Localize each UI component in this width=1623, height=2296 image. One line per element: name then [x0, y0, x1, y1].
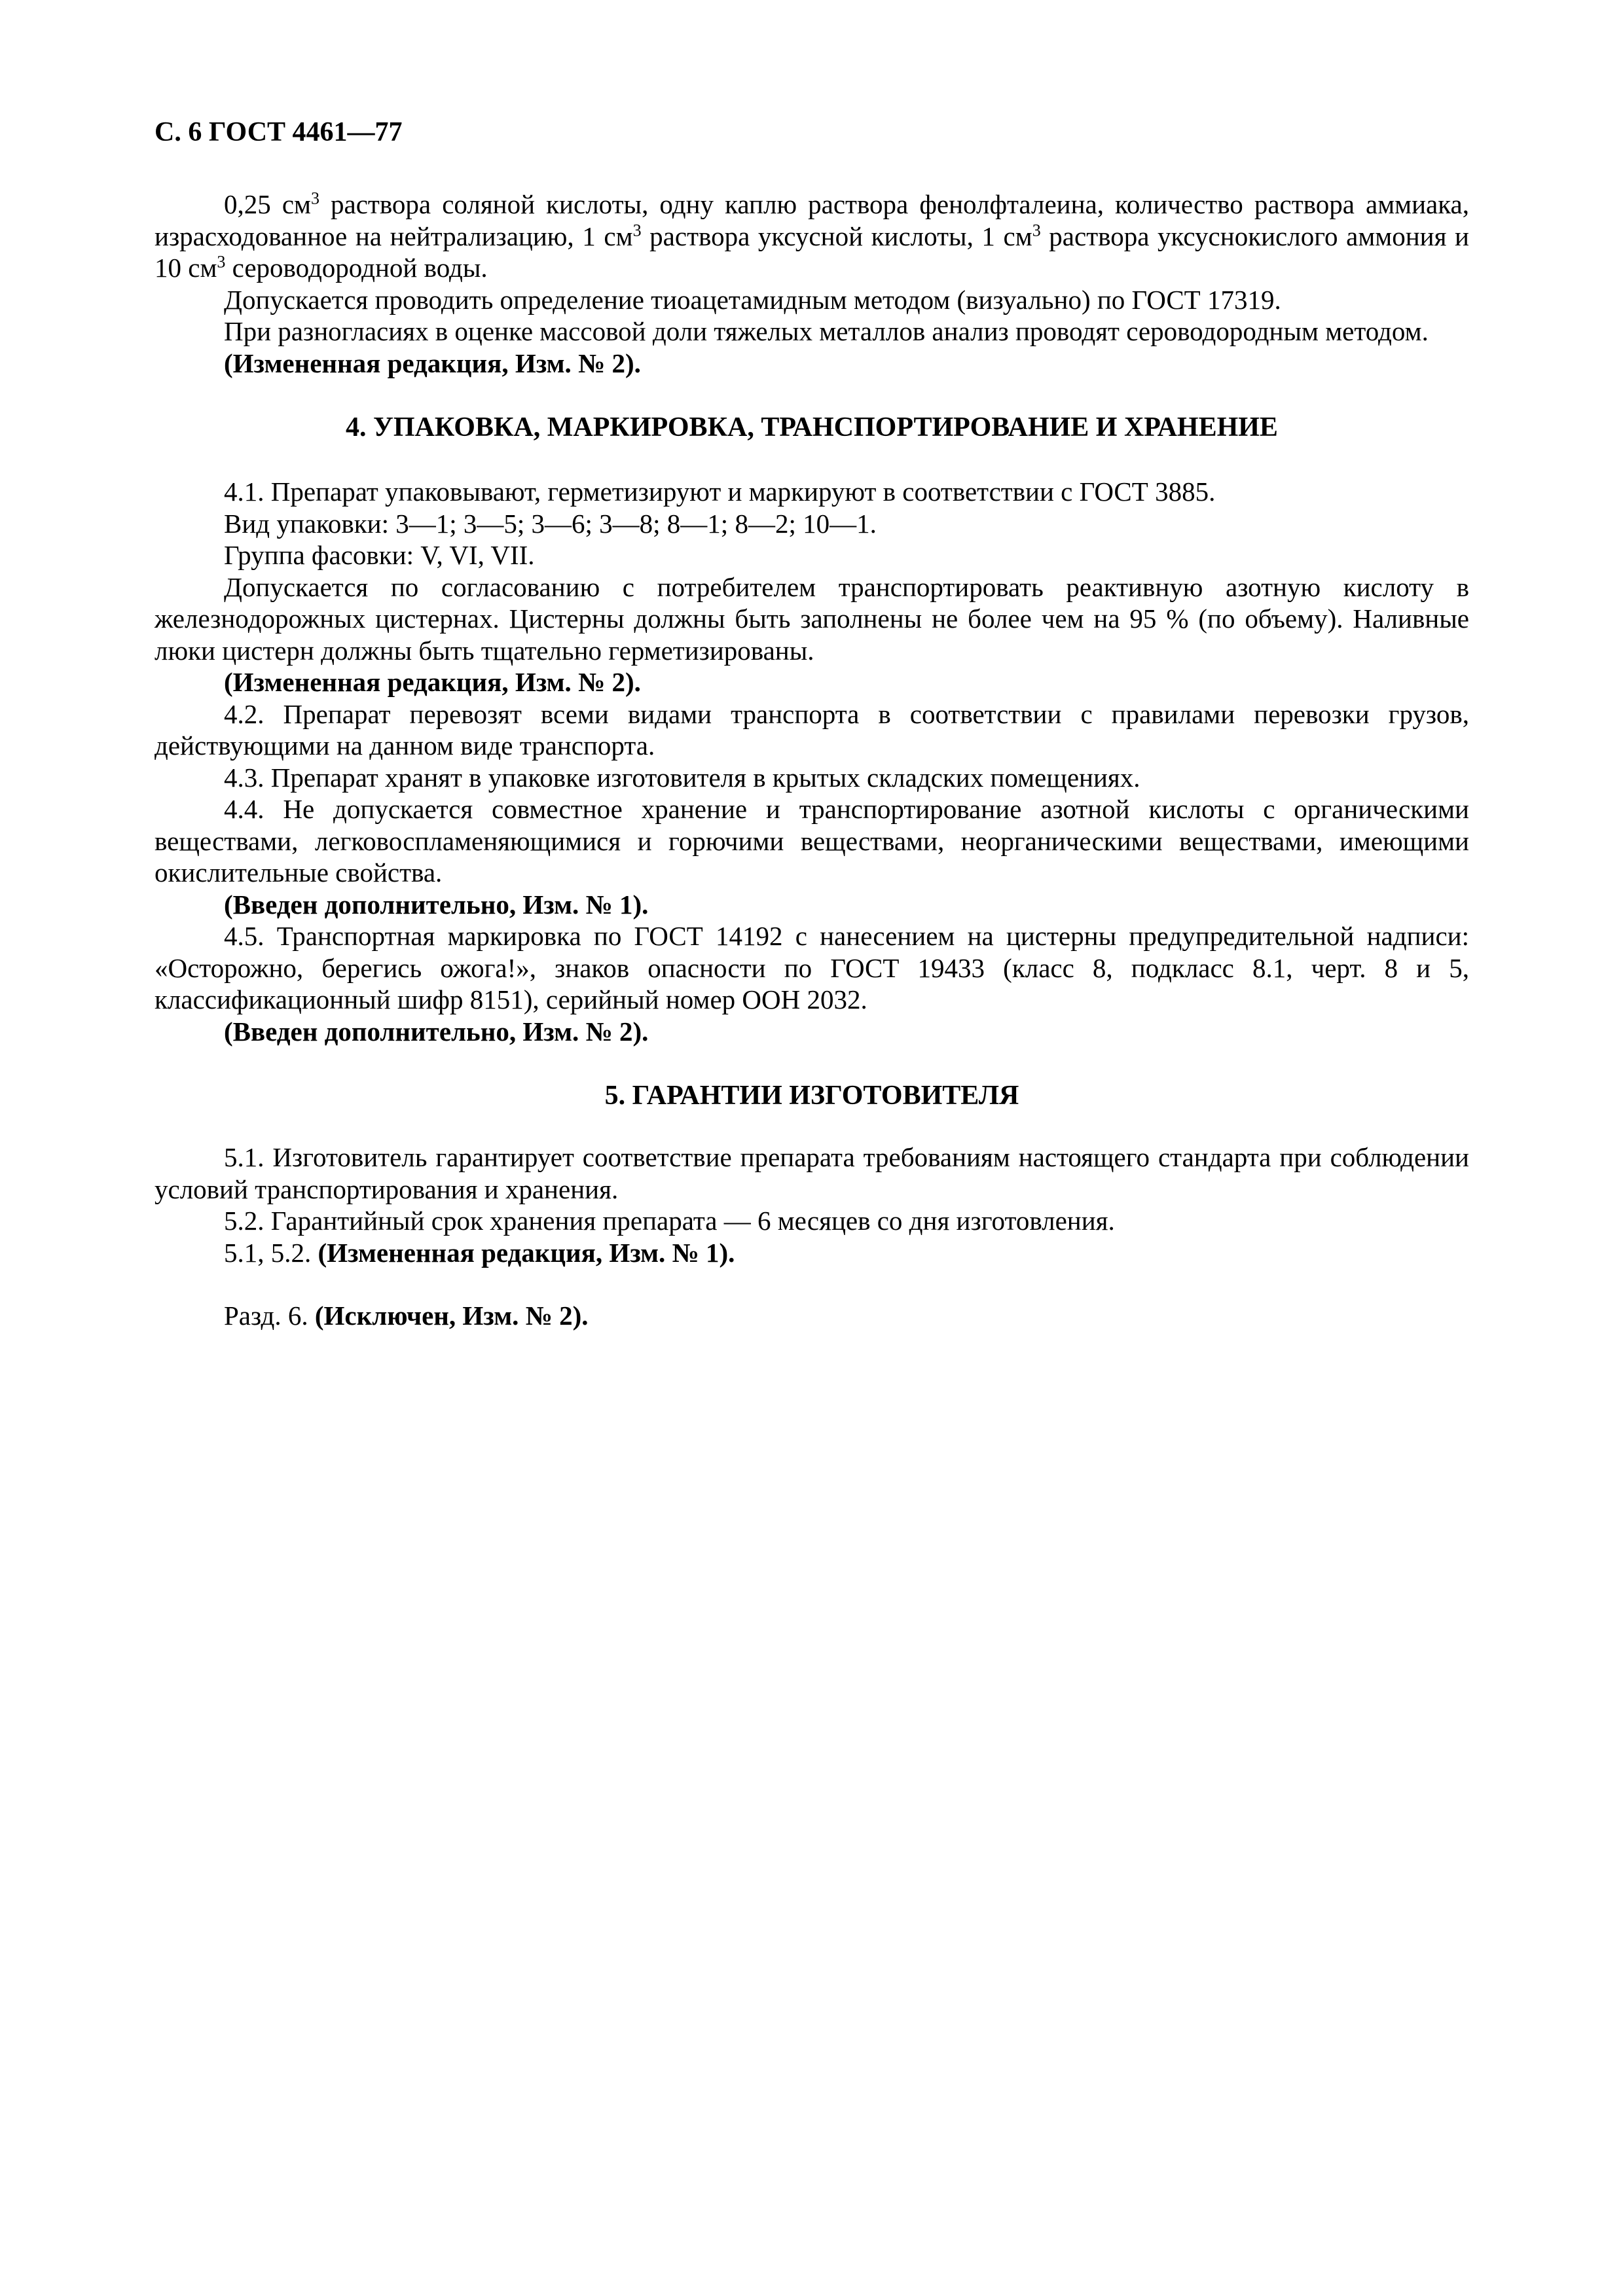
thioacetamide-paragraph: Допускается проводить определение тиоацетамидным методом (визуально) по ГОСТ 17319.: [224, 284, 1281, 315]
clause-4-4: 4.4. Не допускается совместное хранение и транспортирование азотной кислоты с органическими веществами, легковоспламеняющимися и горючими веществами, неорганическими веществами, имеющими окислительные свойства.: [155, 794, 1469, 888]
superscript: 3: [632, 221, 642, 240]
superscript: 3: [1032, 221, 1041, 240]
spacer: [155, 1268, 1469, 1300]
section-6-note: [155, 1300, 1469, 1332]
text-run: раствора соляной кислоты, одну каплю раствора фенолфталеина, количество раствора аммиака, израсходованное на нейтрализацию, 1 см: [155, 189, 1469, 251]
clause-4-3: 4.3. Препарат хранят в упаковке изготовителя в крытых складских помещениях.: [224, 762, 1140, 793]
document-body: [155, 188, 1469, 1332]
section-4-heading: 4. УПАКОВКА, МАРКИРОВКА, ТРАНСПОРТИРОВАНИЕ И ХРАНЕНИЕ: [346, 412, 1278, 442]
text-run: 0,25 см: [224, 189, 311, 219]
disagreement-paragraph: При разногласиях в оценке массовой доли тяжелых металлов анализ проводят сероводородным методом.: [224, 316, 1429, 346]
clause-ref: 5.1, 5.2.: [224, 1237, 318, 1268]
text-run: раствора уксусной кислоты, 1 см: [641, 221, 1032, 251]
text-run: раствора уксуснокислого аммония и 10 см: [155, 221, 1470, 283]
rail-transport-paragraph: Допускается по согласованию с потребителем транспортировать реактивную азотную кислоту в железнодорожных цистернах. Цистерны должны быть заполнены не более чем на 95 % (по объему). Наливные люки цистерн должны быть тщательно герметизированы.: [155, 571, 1469, 666]
amendment-note: (Измененная редакция, Изм. № 2).: [224, 348, 641, 378]
page-header: С. 6 ГОСТ 4461—77: [155, 117, 403, 147]
amendment-note: (Исключен, Изм. № 2).: [314, 1300, 589, 1331]
intro-paragraph: [155, 188, 1469, 284]
superscript: 3: [217, 252, 226, 272]
packing-group: Группа фасовки: V, VI, VII.: [224, 540, 535, 570]
clauses-5-ref-note: [155, 1237, 1469, 1269]
amendment-note: (Введен дополнительно, Изм. № 2).: [224, 1016, 649, 1047]
amendment-note: (Введен дополнительно, Изм. № 1).: [224, 889, 649, 920]
section-5-heading: 5. ГАРАНТИИ ИЗГОТОВИТЕЛЯ: [604, 1081, 1019, 1111]
clause-4-1: 4.1. Препарат упаковывают, герметизируют и маркируют в соответствии с ГОСТ 3885.: [224, 476, 1216, 507]
clause-4-5: 4.5. Транспортная маркировка по ГОСТ 14192 с нанесением на цистерны предупредительной надписи: «Осторожно, берегись ожога!», знаков опасности по ГОСТ 19433 (класс 8, подкласс 8.1, черт. 8 и 5, классификационный шифр 8151), серийный номер ООН 2032.: [155, 921, 1469, 1014]
clause-5-1: 5.1. Изготовитель гарантирует соответствие препарата требованиям настоящего стандарта при соблюдении условий транспортирования и хранения.: [155, 1142, 1469, 1204]
amendment-note: (Измененная редакция, Изм. № 1).: [318, 1237, 735, 1268]
section-ref: Разд. 6.: [224, 1300, 315, 1331]
clause-4-2: 4.2. Препарат перевозят всеми видами транспорта в соответствии с правилами перевозки грузов, действующими на данном виде транспорта.: [155, 698, 1469, 761]
text-run: сероводородной воды.: [225, 253, 488, 283]
amendment-note: (Измененная редакция, Изм. № 2).: [224, 667, 641, 697]
clause-5-2: 5.2. Гарантийный срок хранения препарата — 6 месяцев со дня изготовления.: [224, 1206, 1115, 1236]
packaging-type: Вид упаковки: 3—1; 3—5; 3—6; 3—8; 8—1; 8—2; 10—1.: [224, 508, 877, 539]
superscript: 3: [310, 188, 319, 208]
